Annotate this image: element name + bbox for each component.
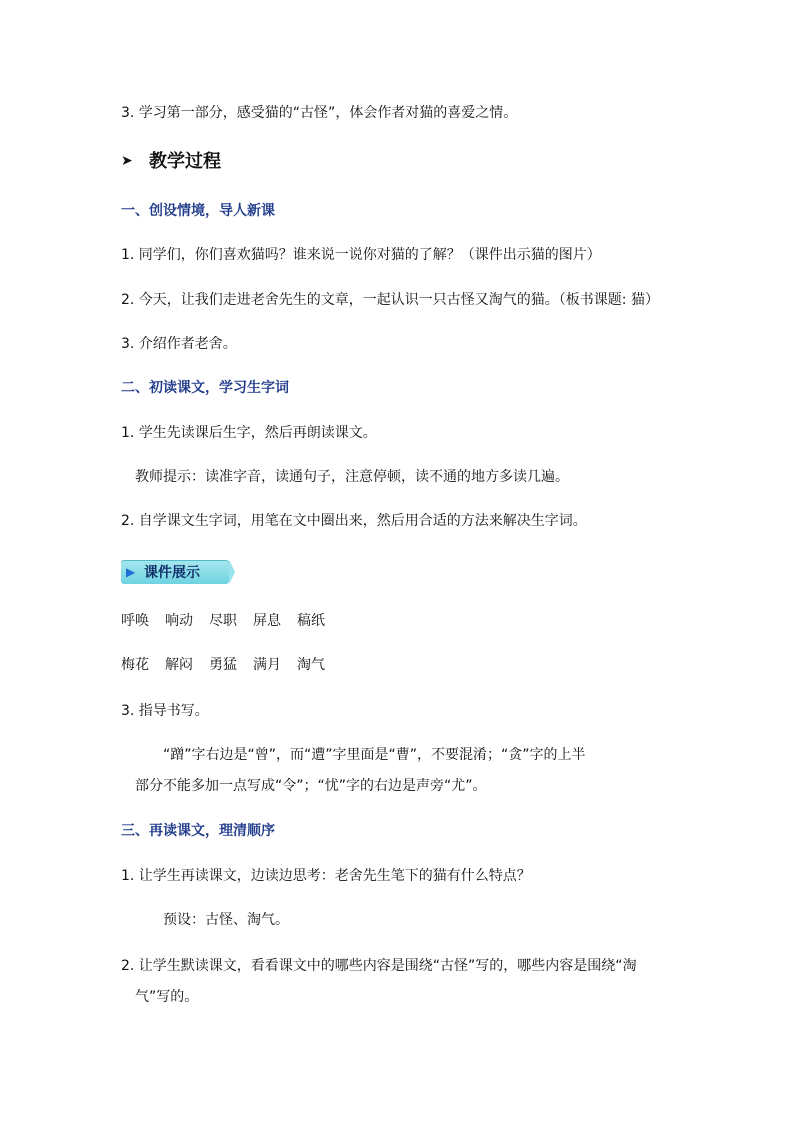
word: 满月 bbox=[253, 657, 281, 673]
courseware-badge bbox=[121, 560, 229, 584]
paragraph-4: 1. 学生先读课后生字，然后再朗读课文。 bbox=[121, 425, 377, 441]
word: 屏息 bbox=[253, 613, 281, 629]
word-row-1 bbox=[121, 611, 341, 631]
paragraph-1: 1. 同学们，你们喜欢猫吗？谁来说一说你对猫的了解？（课件出示猫的图片） bbox=[121, 247, 601, 263]
badge-label: 课件展示 bbox=[144, 565, 200, 581]
play-triangle-icon: ▶ bbox=[126, 565, 136, 579]
word: 梅花 bbox=[121, 657, 149, 673]
heading-1: 一、创设情境，导人新课 bbox=[121, 203, 275, 219]
word: 呼唤 bbox=[121, 613, 149, 629]
teacher-tip: 教师提示：读准字音，读通句子，注意停顿，读不通的地方多读几遍。 bbox=[135, 469, 569, 485]
paragraph-2: 2. 今天，让我们走进老舍先生的文章，一起认识一只古怪又淘气的猫。（板书课题: 猫） bbox=[121, 292, 659, 308]
word: 淘气 bbox=[297, 657, 325, 673]
objective-3: 3. 学习第一部分，感受猫的“古怪”，体会作者对猫的喜爱之情。 bbox=[121, 105, 518, 121]
paragraph-9: 1. 让学生再读课文，边读边思考：老舍先生笔下的猫有什么特点？ bbox=[121, 868, 531, 884]
word: 勇猛 bbox=[209, 657, 237, 673]
word: 响动 bbox=[165, 613, 193, 629]
heading-2: 二、初读课文，学习生字词 bbox=[121, 380, 289, 396]
writing-guide-line-1: “蹭”字右边是“曾”，而“遭”字里面是“曹”，不要混淆；“贪”字的上半 bbox=[163, 747, 586, 763]
word: 解闷 bbox=[165, 657, 193, 673]
section-teaching-process bbox=[121, 148, 221, 175]
preset-answer: 预设：古怪、淘气。 bbox=[163, 912, 289, 928]
paragraph-6: 2. 自学课文生字词，用笔在文中圈出来，然后用合适的方法来解决生字词。 bbox=[121, 513, 587, 529]
arrow-right-icon: ➤ bbox=[121, 153, 133, 169]
paragraph-11-line-1: 2. 让学生默读课文，看看课文中的哪些内容是围绕“古怪”写的，哪些内容是围绕“淘 bbox=[121, 958, 637, 974]
paragraph-11-line-2: 气”写的。 bbox=[135, 989, 199, 1005]
word: 尽职 bbox=[209, 613, 237, 629]
word-row-2 bbox=[121, 655, 341, 675]
word: 稿纸 bbox=[297, 613, 325, 629]
section-title: 教学过程 bbox=[149, 151, 221, 172]
heading-3: 三、再读课文，理清顺序 bbox=[121, 823, 275, 839]
paragraph-7: 3. 指导书写。 bbox=[121, 703, 209, 719]
paragraph-3: 3. 介绍作者老舍。 bbox=[121, 336, 237, 352]
writing-guide-line-2: 部分不能多加一点写成“令”；“忧”字的右边是声旁“尤”。 bbox=[135, 778, 487, 794]
